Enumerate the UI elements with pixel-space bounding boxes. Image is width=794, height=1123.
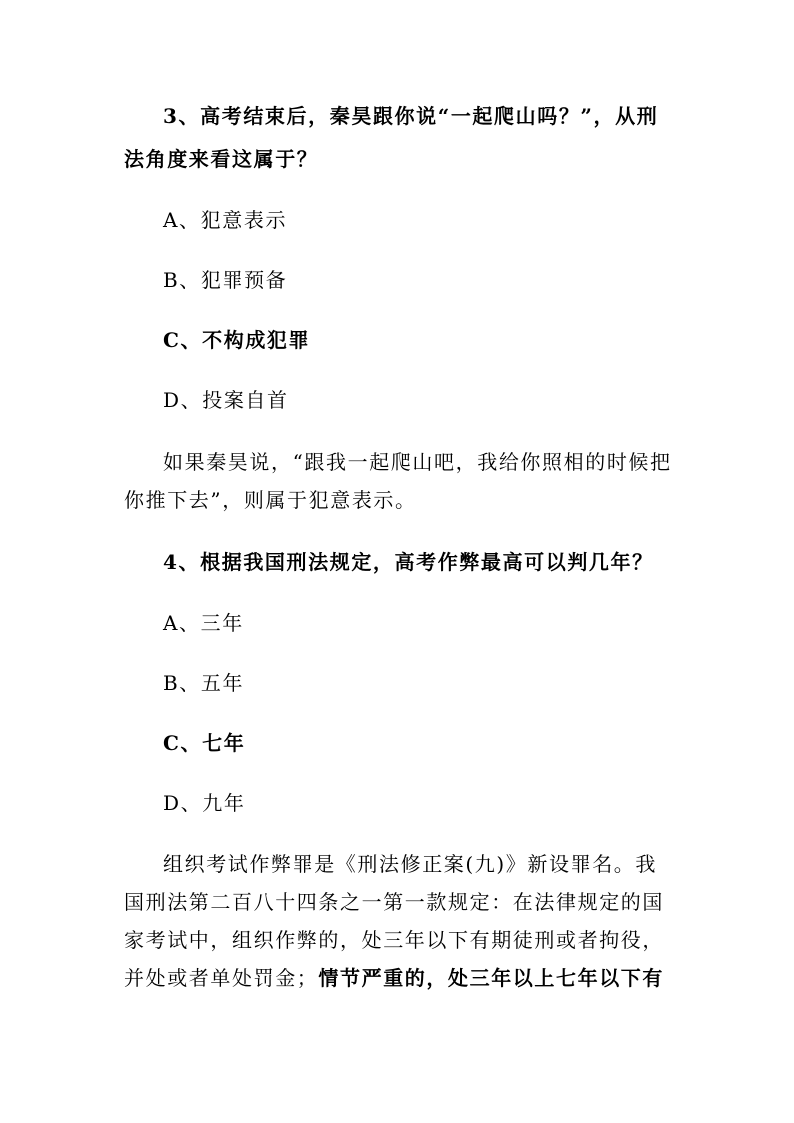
question-3-option-b: B、犯罪预备 (163, 268, 288, 292)
question-3-explanation-line-2: 你推下去”，则属于犯意表示。 (124, 488, 417, 512)
question-3-explanation-line-1: 如果秦昊说，“跟我一起爬山吧，我给你照相的时候把 (163, 450, 672, 474)
explanation-bold-text: 情节严重的，处三年以上七年以下有 (318, 966, 665, 990)
question-4-line-1: 4、根据我国刑法规定，高考作弊最高可以判几年？ (163, 550, 654, 574)
question-3-line-2: 法角度来看这属于？ (124, 147, 319, 171)
question-3-line-1: 3、高考结束后，秦昊跟你说“一起爬山吗？”，从刑 (163, 104, 659, 128)
question-4-explanation-line-4 (124, 966, 794, 990)
question-3-option-c: C、不构成犯罪 (163, 328, 311, 352)
question-4-option-b: B、五年 (163, 671, 245, 695)
question-4-option-d: D、九年 (163, 791, 246, 815)
question-3-option-d: D、投案自首 (163, 388, 289, 412)
explanation-normal-text: 并处或者单处罚金； (124, 966, 319, 990)
question-4-explanation-line-1: 组织考试作弊罪是《刑法修正案(九)》新设罪名。我 (163, 852, 658, 876)
question-4-option-c: C、七年 (163, 731, 246, 755)
question-3-option-a: A、犯意表示 (163, 208, 288, 232)
question-4-option-a: A、三年 (163, 611, 244, 635)
question-4-explanation-line-3: 家考试中，组织作弊的，处三年以下有期徒刑或者拘役， (124, 928, 664, 952)
question-4-explanation-line-2: 国刑法第二百八十四条之一第一款规定：在法律规定的国 (124, 890, 664, 914)
